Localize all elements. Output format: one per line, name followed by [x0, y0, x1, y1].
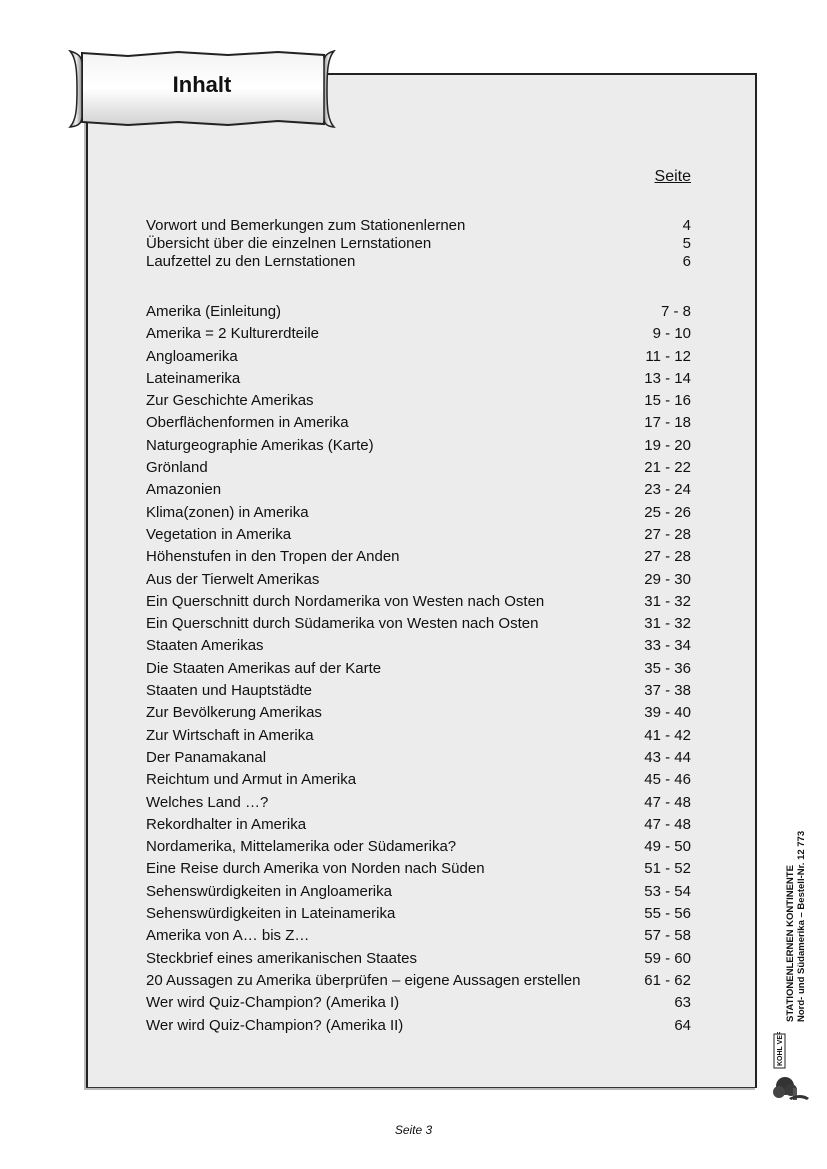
toc-entry-title: Lateinamerika [146, 369, 241, 387]
toc-entry [146, 792, 691, 814]
toc-entry [146, 1015, 691, 1037]
series-title: STATIONENLERNEN KONTINENTE [785, 865, 796, 1022]
toc-entry [146, 836, 691, 858]
toc-entry-pages: 27 - 28 [644, 548, 691, 566]
toc-entry-pages: 49 - 50 [644, 838, 691, 856]
toc-entry-title: Oberflächenformen in Amerika [146, 414, 349, 432]
toc-entry [146, 925, 691, 947]
toc-entry-pages: 55 - 56 [644, 905, 691, 923]
toc-entry-title: Wer wird Quiz-Champion? (Amerika I) [146, 994, 400, 1012]
toc-entry [146, 747, 691, 769]
toc-entry-title: Sehenswürdigkeiten in Lateinamerika [146, 905, 396, 923]
page-title: Inhalt [172, 72, 232, 97]
toc-entry-pages: 31 - 32 [644, 592, 691, 610]
toc-entry-title: Eine Reise durch Amerika von Norden nach Süden [146, 860, 485, 878]
toc-entry [146, 814, 691, 836]
toc-entry-pages: 7 - 8 [660, 303, 691, 320]
toc-entry-pages: 45 - 46 [644, 771, 691, 789]
toc-entry-title: Angloamerika [146, 347, 238, 365]
series-subtitle: Nord- und Südamerika – Bestell-Nr. 12 773 [796, 830, 807, 1022]
toc-entry-pages: 29 - 30 [644, 570, 691, 588]
toc-entry [146, 235, 691, 253]
toc-entry [146, 457, 691, 479]
toc-entry [146, 858, 691, 880]
toc-entry [146, 301, 691, 323]
toc-entry [146, 479, 691, 501]
toc-entry [146, 992, 691, 1014]
toc-entry-pages: 5 [682, 235, 691, 252]
toc-entry [146, 613, 691, 635]
toc-entry-title: Amerika (Einleitung) [146, 303, 282, 320]
toc-entry-pages: 17 - 18 [644, 414, 691, 432]
toc-entry [146, 253, 691, 271]
toc-entry-title: Laufzettel zu den Lernstationen [146, 253, 356, 270]
toc-entry-pages: 13 - 14 [644, 369, 691, 387]
toc-entry-pages: 63 [674, 994, 691, 1012]
toc-entry [146, 217, 691, 235]
series-info [785, 831, 807, 1022]
toc-entry-title: Aus der Tierwelt Amerikas [146, 570, 320, 588]
toc-entry-title: Vorwort und Bemerkungen zum Stationenlernen [146, 217, 466, 234]
toc-entry [146, 680, 691, 702]
toc-entry-title: Staaten und Hauptstädte [146, 682, 312, 700]
toc-entry [146, 546, 691, 568]
toc-entry-title: Rekordhalter in Amerika [146, 815, 307, 833]
toc-entry-title: Nordamerika, Mittelamerika oder Südamerika? [146, 838, 457, 856]
toc-entry-title: Ein Querschnitt durch Südamerika von Westen nach Osten [146, 615, 539, 633]
toc-entry-title: Zur Bevölkerung Amerikas [146, 704, 322, 722]
toc-entry-title: Der Panamakanal [146, 748, 267, 766]
toc-entry-pages: 33 - 34 [644, 637, 691, 655]
toc-entry [146, 524, 691, 546]
toc-entry-pages: 19 - 20 [644, 436, 691, 454]
toc-entry-pages: 6 [682, 253, 691, 270]
toc-entry [146, 725, 691, 747]
toc-intro-list [146, 217, 691, 271]
toc-entry-title: Klima(zonen) in Amerika [146, 503, 309, 521]
toc-entry-title: Grönland [146, 459, 208, 477]
title-scroll-banner [68, 50, 336, 128]
toc-entry-title: Welches Land …? [146, 793, 269, 811]
page-column-header: Seite [654, 168, 691, 185]
toc-entry-title: Zur Geschichte Amerikas [146, 392, 314, 410]
toc-entry [146, 412, 691, 434]
toc-entry [146, 948, 691, 970]
toc-entry-pages: 27 - 28 [644, 525, 691, 543]
toc-entry-pages: 53 - 54 [644, 882, 691, 900]
toc-entry-pages: 9 - 10 [652, 325, 691, 343]
toc-entry-title: Zur Wirtschaft in Amerika [146, 726, 314, 744]
toc-entry-pages: 35 - 36 [644, 659, 691, 677]
toc-main-list [146, 301, 691, 1037]
toc-entry-title: Reichtum und Armut in Amerika [146, 771, 357, 789]
toc-entry-pages: 4 [682, 217, 691, 234]
toc-entry-title: Naturgeographie Amerikas (Karte) [146, 436, 374, 454]
toc-entry [146, 591, 691, 613]
toc-entry-title: Amazonien [146, 481, 222, 499]
toc-entry-title: Vegetation in Amerika [146, 525, 292, 543]
toc-entry [146, 970, 691, 992]
toc-entry-pages: 37 - 38 [644, 682, 691, 700]
toc-entry [146, 635, 691, 657]
toc-entry-pages: 11 - 12 [645, 347, 691, 365]
toc-entry-pages: 59 - 60 [644, 949, 691, 967]
toc-entry [146, 903, 691, 925]
toc-entry-pages: 39 - 40 [644, 704, 691, 722]
page-footer: Seite 3 [394, 1123, 433, 1137]
toc-entry [146, 390, 691, 412]
toc-entry-pages: 51 - 52 [644, 860, 691, 878]
publisher-logo [771, 1032, 811, 1102]
toc-entry [146, 658, 691, 680]
toc-entry-pages: 64 [674, 1016, 691, 1034]
toc-entry [146, 368, 691, 390]
toc-entry-pages: 15 - 16 [644, 392, 691, 410]
toc-entry-title: Die Staaten Amerikas auf der Karte [146, 659, 382, 677]
tree-logo-icon [771, 1032, 811, 1102]
toc-entry [146, 323, 691, 345]
toc-entry [146, 502, 691, 524]
toc-entry-title: Übersicht über die einzelnen Lernstationen [146, 235, 432, 252]
toc-entry-title: Steckbrief eines amerikanischen Staates [146, 949, 417, 967]
toc-entry-title: Sehenswürdigkeiten in Angloamerika [146, 882, 392, 900]
publisher-name: KOHL VERLAG [777, 1032, 784, 1066]
toc-entry-title: 20 Aussagen zu Amerika überprüfen – eigene Aussagen erstellen [146, 971, 581, 989]
toc-entry-pages: 23 - 24 [644, 481, 691, 499]
toc-entry [146, 769, 691, 791]
toc-entry-title: Staaten Amerikas [146, 637, 264, 655]
toc-entry-pages: 43 - 44 [644, 748, 691, 766]
toc-entry-title: Höhenstufen in den Tropen der Anden [146, 548, 400, 566]
toc-entry-title: Amerika = 2 Kulturerdteile [146, 325, 319, 343]
toc-entry [146, 881, 691, 903]
toc-entry-title: Wer wird Quiz-Champion? (Amerika II) [146, 1016, 404, 1034]
toc-entry-pages: 25 - 26 [644, 503, 691, 521]
toc-entry-pages: 61 - 62 [644, 971, 691, 989]
toc-entry-title: Ein Querschnitt durch Nordamerika von Westen nach Osten [146, 592, 545, 610]
toc-entry [146, 702, 691, 724]
toc-entry-pages: 31 - 32 [644, 615, 691, 633]
toc-entry-pages: 41 - 42 [644, 726, 691, 744]
toc-entry [146, 569, 691, 591]
toc-entry [146, 435, 691, 457]
toc-entry-pages: 21 - 22 [644, 459, 691, 477]
toc-entry [146, 346, 691, 368]
toc-entry-pages: 47 - 48 [644, 793, 691, 811]
toc-entry-pages: 57 - 58 [644, 927, 691, 945]
toc-entry-title: Amerika von A… bis Z… [146, 927, 310, 945]
toc-entry-pages: 47 - 48 [644, 815, 691, 833]
